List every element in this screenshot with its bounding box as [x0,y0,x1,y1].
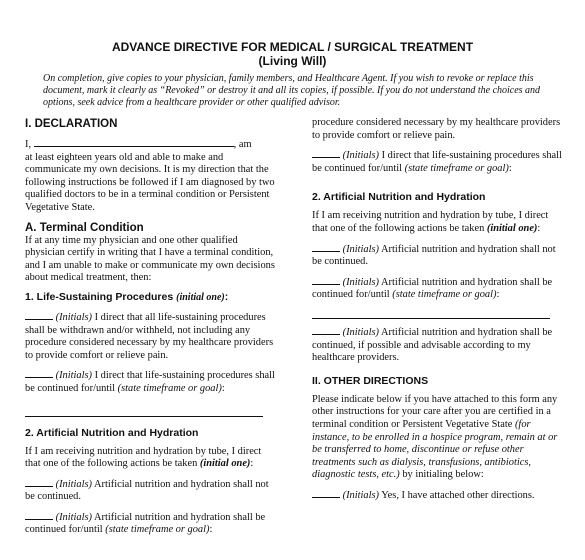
left-column [25,117,275,537]
initials-field[interactable] [312,488,340,498]
timeframe-field[interactable] [25,406,263,417]
terminal-condition-heading: A. Terminal Condition [25,221,144,234]
initials-field[interactable] [25,368,53,378]
intro-instructions: On completion, give copies to your physician, family members, and Healthcare Agent. If you wish to revoke or replace this document, mark it clearly as “Revoked” or destroy it and all its copies, if possible. If you do not understand the choices and options, seek advice from a healthcare provider or other qualified advisor. [43,73,541,108]
initials-field[interactable] [312,325,340,335]
declarant-name-field[interactable] [34,137,234,147]
nutrition-hydration-heading: 2. Artificial Nutrition and Hydration [312,191,486,204]
nutrition-option-continue: (Initials) Artificial nutrition and hydration shall be continued for/until (state timeframe or goal): [25,511,266,536]
initials-field[interactable] [312,242,340,252]
nutrition-hydration-body: If I am receiving nutrition and hydration by tube, I direct that one of the following actions be taken (initial one): [312,210,549,234]
nutrition-option-advisable: (Initials) Artificial nutrition and hydration shall be continued, if possible and advisable according to my healthcare providers. [312,326,553,364]
initials-field[interactable] [25,510,53,520]
life-sustaining-option-withdraw: (Initials) I direct that all life-sustaining procedures shall be withdrawn and/or withheld, not including any procedure considered necessary by my healthcare providers to provide comfort or relieve pain. [25,311,274,361]
nutrition-hydration-body: If I am receiving nutrition and hydration by tube, I direct that one of the following actions be taken (initial one): [25,445,262,470]
continued-text: procedure considered necessary by my healthcare providers to provide comfort or relieve pain. [312,117,561,141]
life-sustaining-option-continue: (Initials) I direct that life-sustaining procedures shall be continued for/until (state timeframe or goal): [25,370,275,394]
life-sustaining-heading: 1. Life-Sustaining Procedures (initial one): [25,290,229,303]
other-directions-body: Please indicate below if you have attached to this form any other instructions for your care after you are certified in a terminal condition or Persistent Vegetative State (for instance, to be enrolled in a hospice program, remain at or be transferred to home, discontinue or refuse other treatments such as dialysis, transfusions, antibiotics, diagnostic tests, etc.) by initialing below: [312,393,558,481]
initials-field[interactable] [312,275,340,285]
initials-field[interactable] [25,477,53,487]
right-column [312,117,562,502]
document-title: ADVANCE DIRECTIVE FOR MEDICAL / SURGICAL TREATMENT [111,40,474,54]
nutrition-hydration-heading: 2. Artificial Nutrition and Hydration [25,426,199,439]
nutrition-option-discontinue: (Initials) Artificial nutrition and hydration shall not be continued. [25,478,269,503]
declaration-name-line: I, , am [25,139,252,150]
life-sustaining-option-continue: (Initials) I direct that life-sustaining procedures shall be continued for/until (state timeframe or goal): [312,150,562,174]
declaration-body: at least eighteen years old and able to make and communicate my own decisions. It is my direction that the following instructions be followed if I am diagnosed by two qualified doctors to be in a terminal condition or Persistent Vegetative State. [25,151,275,213]
timeframe-field[interactable] [312,308,550,319]
attached-directions-option: (Initials) Yes, I have attached other directions. [312,488,562,503]
nutrition-option-continue: (Initials) Artificial nutrition and hydration shall be continued for/until (state timeframe or goal): [312,276,553,301]
nutrition-option-discontinue: (Initials) Artificial nutrition and hydration shall not be continued. [312,243,556,268]
declaration-heading: I. DECLARATION [25,118,118,130]
initials-field[interactable] [312,148,340,158]
terminal-condition-body: If at any time my physician and one other qualified physician certify in writing that I have a terminal condition, and I am unable to make or communicate my own decisions about medical treatment, then: [25,234,275,284]
document-subtitle: (Living Will) [258,54,327,68]
other-directions-heading: II. OTHER DIRECTIONS [312,374,429,387]
initials-field[interactable] [25,310,53,320]
